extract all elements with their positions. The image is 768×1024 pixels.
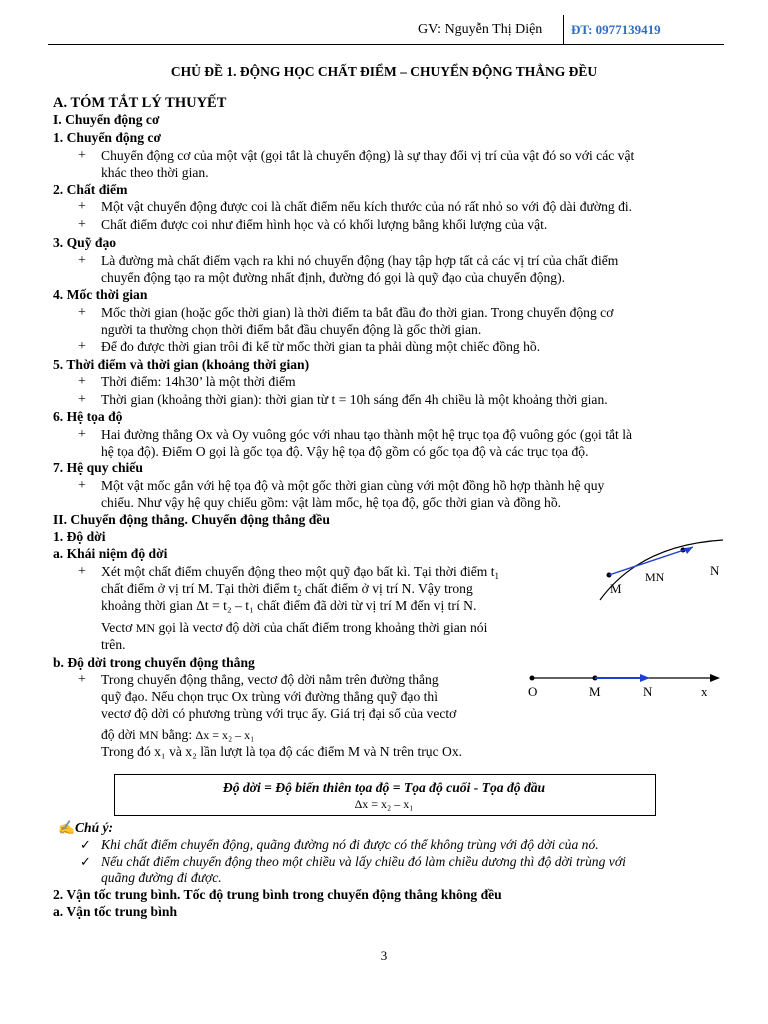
heading-he-quy-chieu: 7. Hệ quy chiếu [53,460,143,475]
paragraph-line: Vectơ MN gọi là vectơ độ dời của chất điểm trong khoảng thời gian nói [101,620,488,635]
paragraph-line: quỹ đạo. Nếu chọn trục Ox trùng với đường thẳng quỹ đạo thì [101,689,438,704]
x-axis-arrowhead [710,674,720,682]
check-icon: ✓ [80,854,91,869]
paragraph-line: Để đo được thời gian trôi đi kể từ mốc thời gian ta phải dùng một chiếc đồng hồ. [101,339,541,354]
label-vector: MN [645,570,665,584]
label-m: M [589,684,601,699]
paragraph-line: Xét một chất điểm chuyển động theo một quỹ đạo bất kì. Tại thời điểm $t_1$ [101,564,500,581]
paragraph-line: Là đường mà chất điểm vạch ra khi nó chuyển động (hay tập hợp tất cả các vị trí của chất điểm [101,253,619,268]
heading-do-doi-thang: b. Độ dời trong chuyển động thẳng [53,655,255,670]
vector-arrowhead [640,674,650,682]
label-n: N [710,563,720,578]
heading-quy-dao: 3. Quỹ đạo [53,235,117,250]
vector-mn: MN [135,621,156,635]
paragraph-line: Chuyển động cơ của một vật (gọi tắt là chuyển động) là sự thay đổi vị trí của vật đó so với các vật [101,148,635,163]
heading-van-toc-trung-binh: a. Vận tốc trung bình [53,904,178,919]
pencil-hand-icon: ✍ [58,820,75,835]
section-a-heading: A. TÓM TẮT LÝ THUYẾT [53,95,227,111]
heading-he-toa-do: 6. Hệ tọa độ [53,409,123,424]
note-heading: ✍Chú ý: [58,820,114,835]
bullet-plus: + [78,564,86,579]
heading-moc-thoi-gian: 4. Mốc thời gian [53,287,148,302]
header-separator [563,15,564,45]
header-teacher: GV: Nguyễn Thị Diện [418,22,543,37]
paragraph-line: Trong chuyển động thẳng, vectơ độ dời nằm trên đường thẳng [101,672,439,687]
bullet-plus: + [78,374,86,389]
paragraph-line: người ta thường chọn thời điểm bắt đầu chuyển động là gốc thời gian. [101,322,482,337]
heading-do-doi: 1. Độ dời [53,529,106,544]
paragraph-line: Hai đường thẳng Ox và Oy vuông góc với nhau tạo thành một hệ trục tọa độ vuông góc (gọi tắt là [101,427,633,442]
heading-van-toc: 2. Vận tốc trung bình. Tốc độ trung bình trong chuyển động thẳng không đều [53,887,502,902]
bullet-plus: + [78,478,86,493]
heading-khai-niem-do-doi: a. Khái niệm độ dời [53,546,168,561]
bullet-plus: + [78,392,86,407]
paragraph-line: chuyển động tạo ra một đường nhất định, đường đó gọi là quỹ đạo của chuyển động). [101,270,566,285]
section-ii-heading: II. Chuyển động thẳng. Chuyển động thẳng đều [53,512,330,527]
bullet-plus: + [78,199,86,214]
bullet-plus: + [78,672,86,687]
note-line: quãng đường đi được. [101,870,222,885]
paragraph-line: vectơ độ dời có phương trùng với trục ấy. Giá trị đại số của vectơ [101,706,457,721]
heading-chuyen-dong-co: 1. Chuyển động cơ [53,130,161,145]
page-title: CHỦ ĐỀ 1. ĐỘNG HỌC CHẤT ĐIỂM – CHUYỂN ĐỘNG THẲNG ĐỀU [170,64,598,79]
bullet-plus: + [78,148,86,163]
paragraph-line: chất điểm ở vị trí M. Tại thời điểm $t_2$ chất điểm ở vị trí N. Vậy trong [101,581,473,598]
paragraph-line: Chất điểm được coi như điểm hình học và có khối lượng bằng khối lượng của vật. [101,217,548,232]
point-o [530,676,535,681]
paragraph-line: Trong đó x₁ và x₂ lần lượt là tọa độ các điểm M và N trên trục Ox. [101,744,463,759]
paragraph-line: Thời điểm: 14h30’ là một thời điểm [101,374,296,389]
section-i-heading: I. Chuyển động cơ [53,112,160,127]
paragraph-line: hệ tọa độ). Điểm O gọi là gốc tọa độ. Vậy hệ tọa độ gồm có gốc tọa độ và các trục tọa độ. [101,444,589,459]
paragraph-line: độ dời MN bằng: Δx = x₂ – x₁ [101,727,255,742]
header-rule [48,44,724,45]
trajectory-figure [595,535,725,605]
bullet-plus: + [78,305,86,320]
paragraph-line: Thời gian (khoảng thời gian): thời gian từ t = 10h sáng đến 4h chiều là một khoảng thời gian. [101,392,608,407]
check-icon: ✓ [80,837,91,852]
bullet-plus: + [78,217,86,232]
page-number: 3 [380,948,388,963]
paragraph-line: khoảng thời gian Δt = t₂ – t₁ chất điểm đã dời từ vị trí M đến vị trí N. [101,598,477,613]
label-o: O [528,684,538,699]
bullet-plus: + [78,253,86,268]
note-line: Nếu chất điểm chuyển động theo một chiều và lấy chiều đó làm chiều dương thì độ dời trùng với [101,854,626,869]
displacement-formula: Δx = x₂ – x₁ [195,728,255,742]
formula-box-text: Độ dời = Độ biến thiên tọa độ = Tọa độ cuối - Tọa độ đầu [222,780,546,795]
label-n: N [643,684,653,699]
formula-box-equation: Δx = x₂ – x₁ [354,797,414,811]
bullet-plus: + [78,427,86,442]
header-phone: ĐT: 0977139419 [571,22,661,37]
vector-arrowhead [684,547,693,554]
label-x: x [701,684,708,699]
note-line: Khi chất điểm chuyển động, quãng đường nó đi được có thể không trùng với độ dời của nó. [101,837,599,852]
paragraph-line: Một vật mốc gắn với hệ tọa độ và một gốc thời gian cùng với một đồng hồ hợp thành hệ quy [101,478,605,493]
paragraph-line: Một vật chuyển động được coi là chất điểm nếu kích thước của nó rất nhỏ so với độ dài đường đi. [101,199,633,214]
heading-thoi-diem: 5. Thời điểm và thời gian (khoảng thời gian) [53,357,310,372]
paragraph-line: trên. [101,637,126,652]
heading-chat-diem: 2. Chất điểm [53,182,128,197]
paragraph-line: chiếu. Như vậy hệ quy chiếu gồm: vật làm mốc, hệ tọa độ, gốc thời gian và đồng hồ. [101,495,562,510]
axis-figure [524,668,724,702]
paragraph-line: Mốc thời gian (hoặc gốc thời gian) là thời điểm ta bắt đầu đo thời gian. Trong chuyển động cơ [101,305,614,320]
bullet-plus: + [78,339,86,354]
label-m: M [610,581,622,596]
paragraph-line: khác theo thời gian. [101,165,209,180]
